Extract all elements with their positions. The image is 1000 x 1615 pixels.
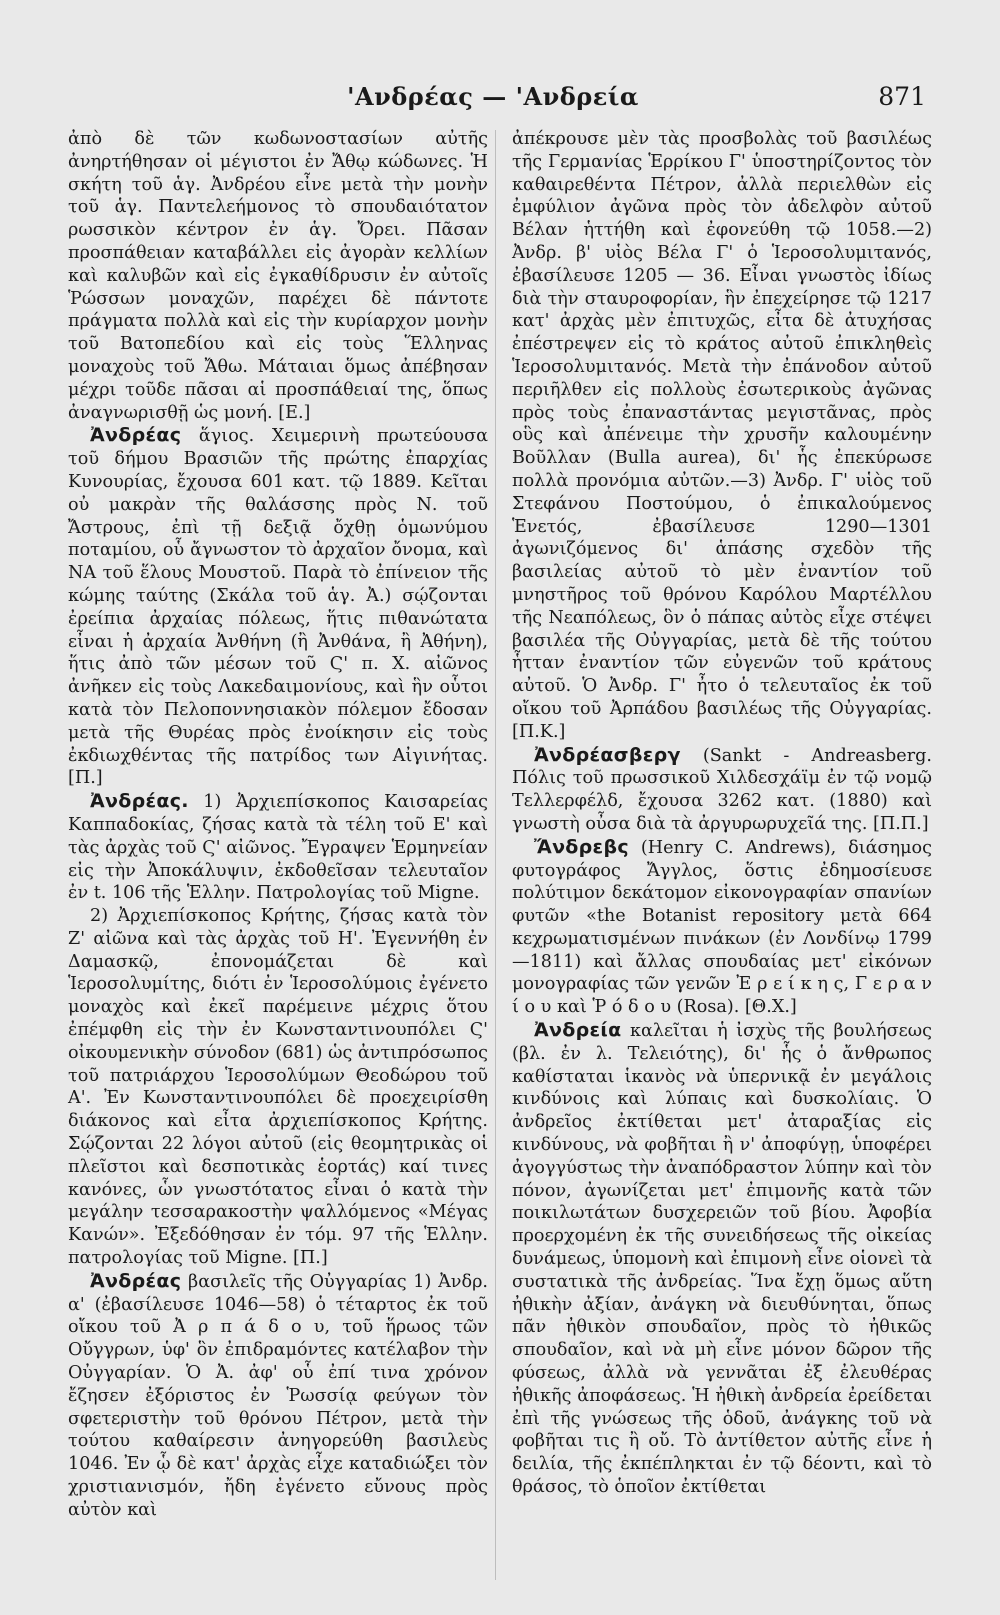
right-column <box>512 128 932 1499</box>
continuation-paragraph: ἀπὸ δὲ τῶν κωδωνοστασίων αὐτῆς ἀνηρτήθησαν οἱ μέγιστοι ἐν Ἄθῳ κώδωνες. Ἡ σκήτη τοῦ ἁγ. Ἀνδρέου εἶνε μετὰ τὴν μονὴν τοῦ ἁγ. Παντελεήμονος τὸ σπουδαιότατον ρωσσικὸν κέντρον ἐν ἁγ. Ὄρει. Πᾶσαν προσπάθειαν καταβάλλει εἰς ἀγορὰν κελλίων καὶ καλυβῶν καὶ εἰς ἐγκαθίδρυσιν ἐν αὐτοῖς Ῥώσσων μοναχῶν, παρέχει δὲ πάντοτε πράγματα πολλὰ καὶ εἰς τὴν κυρίαρχον μονὴν τοῦ Βατοπεδίου καὶ εἰς τοὺς Ἕλληνας μοναχοὺς τοῦ Ἄθω. Μάταιαι ὅμως ἀπέβησαν μέχρι τοῦδε πᾶσαι αἱ προσπάθειαί της, ὅπως ἀναγνωρισθῇ ὡς μονή. [Ε.] <box>68 129 488 423</box>
entry-text: (Henry C. Andrews), διάσημος φυτογράφος Ἄγγλος, ὅστις ἐδημοσίευσε πολύτιμον δεκάτομον εἰκονογραφίαν σπανίων φυτῶν «the Botanist repository μετὰ 664 κεχρωματισμένων πινάκων (ἐν Λονδίνῳ 1799—1811) καὶ ἄλλας σπουδαίας μετ' εἰκόνων μονογραφίας τῶν γενῶν Ἐ ρ ε ί κ η ς, Γ ε ρ α ν ί ο υ καὶ Ῥ ό δ ο υ (Rosa). [Θ.Χ.] <box>512 837 932 1018</box>
entry-andreas-archbishops <box>68 790 488 905</box>
entry-andreasberg <box>512 744 932 836</box>
entry-text: βασιλεῖς τῆς Οὐγγαρίας 1) Ἀνδρ. α' (ἐβασίλευσε 1046—58) ὁ τέταρτος ἐκ τοῦ οἴκου τοῦ Ἀ ρ π ά δ ο υ, τοῦ ἥρωος τῶν Οὔγγρων, ὑφ' ὃν ἐπιδραμόντες κατέλαβον τὴν Οὐγγαρίαν. Ὁ Ἀ. ἀφ' οὗ ἐπί τινα χρόνον ἔζησεν ἐξόριστος ἐν Ῥωσσίᾳ φεύγων τὸν σφετεριστὴν τοῦ θρόνου Πέτρον, μετὰ τὴν τούτου καθαίρεσιν ἀνηγορεύθη βασιλεὺς 1046. Ἐν ᾧ δὲ κατ' ἀρχὰς εἶχε καταδιώξει τὸν χριστιανισμόν, ἤδη ἐγένετο εὔνους πρὸς αὐτὸν καὶ <box>68 1271 488 1520</box>
entry-text: (Sankt - Andreasberg. Πόλις τοῦ πρωσσικοῦ Χιλδεσχάϊμ ἐν τῷ νομῷ Τελλερφέλδ, ἔχουσα 3262 κατ. (1880) καὶ γνωστὴ οὖσα διὰ τὰ ἀργυρωρυχεῖά της. [Π.Π.] <box>512 745 932 834</box>
entry-agios-andreas <box>68 424 488 790</box>
left-column <box>68 128 488 1522</box>
continuation-paragraph: ἀπέκρουσε μὲν τὰς προσβολὰς τοῦ βασιλέως τῆς Γερμανίας Ἑρρίκου Γ' ὑποστηρίζοντος τὸν καθαιρεθέντα Πέτρον, ἀλλὰ περιελθὼν εἰς ἐμφύλιον ἀγῶνα πρὸς τὸν ἀδελφὸν αὐτοῦ Βέλαν ἡττήθη καὶ ἐφονεύθη τῷ 1058.—2) Ἀνδρ. β' υἱὸς Βέλα Γ' ὁ Ἱεροσολυμιτανός, ἐβασίλευσε 1205 — 36. Εἶναι γνωστὸς ἰδίως διὰ τὴν σταυροφορίαν, ἣν ἐπεχείρησε τῷ 1217 κατ' ἀρχὰς μὲν ἐπιτυχῶς, εἶτα δὲ ἀτυχήσας ἐπέστρεψεν εἰς τὸ κράτος αὐτοῦ ἐπικληθεὶς Ἱεροσολυμιτανός. Μετὰ τὴν ἐπάνοδον αὐτοῦ περιῆλθεν εἰς πολλοὺς ἐσωτερικοὺς ἀγῶνας πρὸς τοὺς ἐπαναστάντας μεγιστᾶνας, πρὸς οὓς καὶ ἀπένειμε τὴν χρυσῆν καλουμένην Βοῦλλαν (Bulla aurea), δι' ἧς ἐπεκύρωσε πολλὰ προνόμια αὐτῶν.—3) Ἀνδρ. Γ' υἱὸς τοῦ Στεφάνου Ποστούμου, ὁ ἐπικαλούμενος Ἑνετός, ἐβασίλευσε 1290—1301 ἀγωνιζόμενος δι' ἁπάσης σχεδὸν τῆς βασιλείας αὐτοῦ τὸ μὲν ἐναντίον τοῦ μνηστῆρος τοῦ θρόνου Καρόλου Μαρτέλλου τῆς Νεαπόλεως, ὃν ὁ πάπας αὐτὸς εἶχε στέψει βασιλέα τῆς Οὐγγαρίας, μετὰ δὲ τῆς τούτου ἧτταν ἐναντίον τῶν εὐγενῶν τοῦ κράτους αὐτοῦ. Ὁ Ἀνδρ. Γ' ἦτο ὁ τελευταῖος ἐκ τοῦ οἴκου τοῦ Ἀρπάδου βασιλέως τῆς Οὐγγαρίας. [Π.Κ.] <box>512 129 932 742</box>
entry-lemma: Ἀνδρέας. <box>90 790 189 813</box>
entry-lemma: Ἀνδρέασβεργ <box>534 743 681 766</box>
entry-lemma: Ἀνδρέας <box>90 424 182 447</box>
running-head: 'Ανδρέας — 'Ανδρεία <box>347 82 639 111</box>
entry-lemma: Ἄνδρεβς <box>534 835 629 858</box>
entry-lemma: Ἀνδρέας <box>90 1269 182 1292</box>
page-number: 871 <box>878 82 926 111</box>
entry-andrews <box>512 836 932 1019</box>
entry-andreia <box>512 1019 932 1499</box>
entry-lemma: Ἀνδρεία <box>534 1019 622 1042</box>
entry-text: 1) Ἀρχιεπίσκοπος Καισαρείας Καππαδοκίας, ζήσας κατὰ τὰ τέλη τοῦ Ε' καὶ τὰς ἀρχὰς τοῦ Ϛ' αἰῶνος. Ἔγραψεν Ἑρμηνείαν εἰς τὴν Ἀποκάλυψιν, ἐκδοθεῖσαν τελευταῖον ἐν t. 106 τῆς Ἑλλην. Πατρολογίας τοῦ Migne. <box>68 792 488 904</box>
entry-subsection: 2) Ἀρχιεπίσκοπος Κρήτης, ζήσας κατὰ τὸν Ζ' αἰῶνα καὶ τὰς ἀρχὰς τοῦ Η'. Ἐγεννήθη ἐν Δαμασκῷ, ἐπονομάζεται δὲ καὶ Ἱεροσολυμίτης, διότι ἐν Ἱεροσολύμοις ἐγένετο μοναχὸς καὶ ἐκεῖ παρέμεινε μέχρις ὅτου ἐπέμφθη εἰς τὴν ἐν Κωνσταντινουπόλει Ϛ' οἰκουμενικὴν σύνοδον (681) ὡς ἀντιπρόσωπος τοῦ πατριάρχου Ἱεροσολύμων Θεοδώρου τοῦ Α'. Ἐν Κωνσταντινουπόλει δὲ προεχειρίσθη διάκονος καὶ εἶτα ἀρχιεπίσκοπος Κρήτης. Σῴζονται 22 λόγοι αὐτοῦ (εἰς θεομητρικὰς οἱ πλεῖστοι καὶ δεσποτικὰς ἑορτάς) καί τινες κανόνες, ὧν γνωστότατος εἶναι ὁ κατὰ τὴν μεγάλην τεσσαρακοστὴν ψαλλόμενος «Μέγας Κανών». Ἐξεδόθησαν ἐν τόμ. 97 τῆς Ἑλλην. πατρολογίας τοῦ Migne. [Π.] <box>68 906 488 1269</box>
column-gutter <box>495 130 496 1580</box>
entry-andreas-kings <box>68 1270 488 1522</box>
entry-text: καλεῖται ἡ ἰσχὺς τῆς βουλήσεως (βλ. ἐν λ. Τελειότης), δι' ἧς ὁ ἄνθρωπος καθίσταται ἱκανὸς νὰ ὑπερνικᾷ ἐν μεγάλοις κινδύνοις καὶ λύπαις καὶ δυσκολίαις. Ὁ ἀνδρεῖος ἐκτίθεται μετ' ἀταραξίας εἰς κινδύνους, νὰ φοβῆται ἢ ν' ἀποφύγῃ, ὑποφέρει ἀγογγύστως τὴν ἀναπόδραστον λύπην καὶ τὸν πόνον, ἀγωνίζεται μετ' ἐπιμονῆς κατὰ τῶν ποικιλωτάτων δυσχερειῶν τοῦ βίου. Ἀφοβία προερχομένη ἐκ τῆς συνειδήσεως τῆς οἰκείας δυνάμεως, ὑπομονὴ καὶ ἐπιμονὴ εἶνε οἱονεὶ τὰ συστατικὰ τῆς ἀνδρείας. Ἵνα ἔχῃ ὅμως αὕτη ἠθικὴν ἀξίαν, ἀνάγκη νὰ διευθύνηται, ὅπως πᾶν ἠθικὸν σπουδαῖον, πρὸς τὸ ἠθικῶς σπουδαῖον, καὶ νὰ μὴ εἶνε μόνον δῶρον τῆς φύσεως, ἀλλὰ νὰ γεννᾶται ἐξ ἐλευθέρας ἠθικῆς ἀποφάσεως. Ἡ ἠθικὴ ἀνδρεία ἐρείδεται ἐπὶ τῆς γνώσεως τῆς ὁδοῦ, ἀνάγκης τοῦ νὰ φοβῆται τις ἢ οὔ. Τὸ ἀντίθετον αὐτῆς εἶνε ἡ δειλία, τῆς ἐκπέπληκται ἐν τῷ δέοντι, καὶ τὸ θράσος, τὸ ὁποῖον ἐκτίθεται <box>512 1021 932 1498</box>
entry-text: ἅγιος. Χειμερινὴ πρωτεύουσα τοῦ δήμου Βρασιῶν τῆς πρώτης ἐπαρχίας Κυνουρίας, ἔχουσα 601 κατ. τῷ 1889. Κεῖται οὐ μακρὰν τῆς θαλάσσης πρὸς Ν. τοῦ Ἄστρους, ἐπὶ τῇ δεξιᾷ ὄχθῃ ὁμωνύμου ποταμίου, οὗ ἄγνωστον τὸ ἀρχαῖον ὄνομα, καὶ ΝΑ τοῦ ἕλους Μουστοῦ. Παρὰ τὸ ἐπίνειον τῆς κώμης ταύτης (Σκάλα τοῦ ἁγ. Ἀ.) σῴζονται ἐρείπια ἀρχαίας πόλεως, ἥτις πιθανώτατα εἶναι ἡ ἀρχαία Ἀνθήνη (ἢ Ἀνθάνα, ἢ Ἀθήνη), ἥτις ἀπὸ τῶν μέσων τοῦ Ϛ' π. Χ. αἰῶνος ἀνῆκεν εἰς τοὺς Λακεδαιμονίους, καὶ ἣν οὗτοι κατὰ τὸν Πελοποννησιακὸν πόλεμον ἔδοσαν μετὰ τῆς Θυρέας πρὸς ἐνοίκησιν εἰς τοὺς ἐκδιωχθέντας τῆς πατρίδος των Αἰγινήτας. [Π.] <box>68 426 488 789</box>
page-header <box>60 82 926 118</box>
